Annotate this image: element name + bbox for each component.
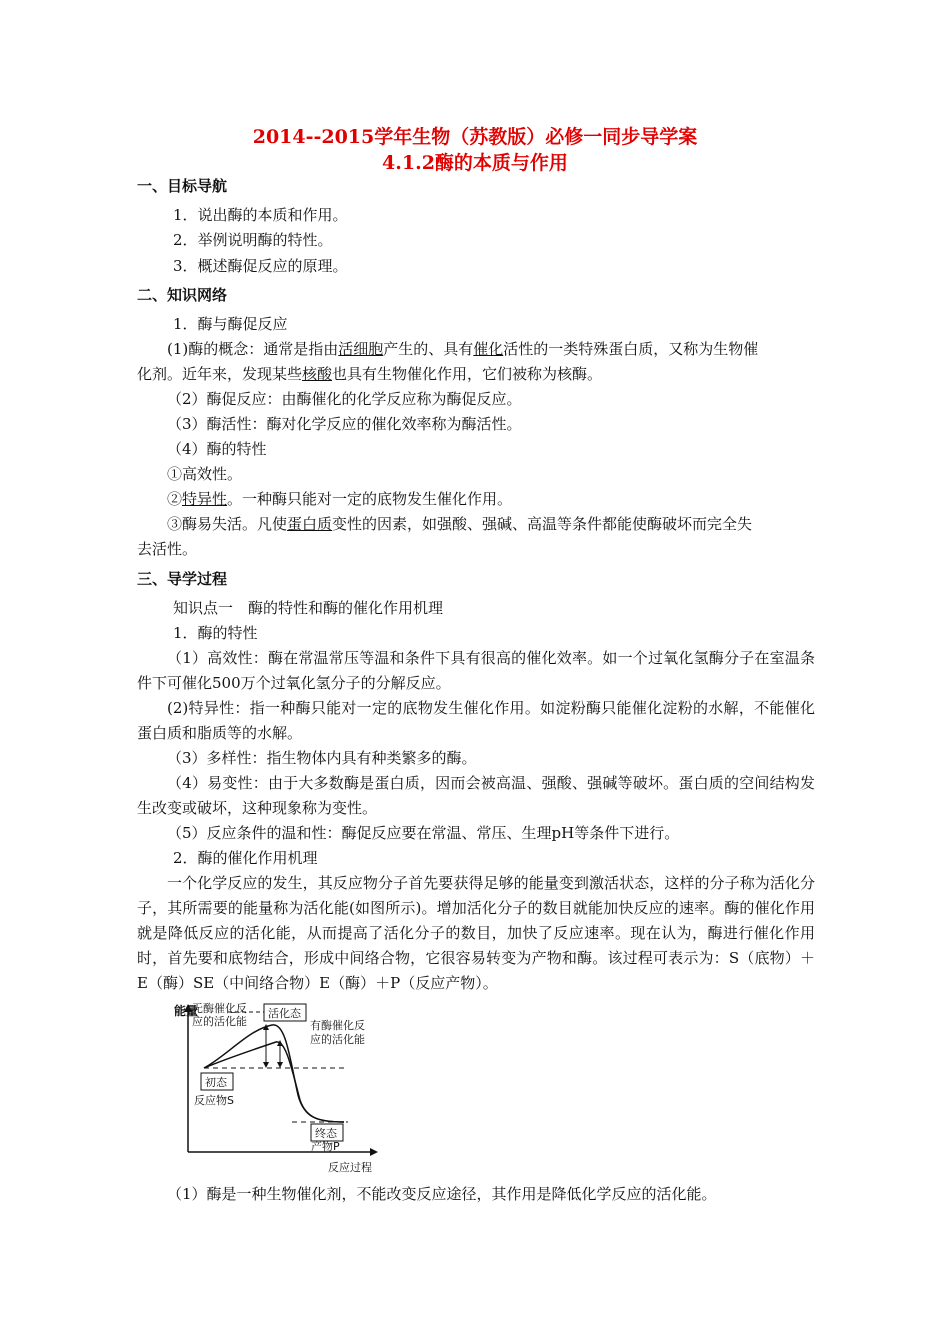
goal-item: 2．举例说明酶的特性。 xyxy=(173,231,333,249)
paragraph: 化剂。近年来，发现某些核酸也具有生物催化作用，它们被称为核酶。 xyxy=(137,365,603,383)
x-axis-arrow-icon xyxy=(370,1148,378,1156)
y-axis-label: 能量 xyxy=(174,1004,199,1018)
paragraph: (2)特异性：指一种酶只能对一定的底物发生催化作用。如淀粉酶只能催化淀粉的水解，不能催化蛋白质和脂质等的水解。 xyxy=(137,699,815,742)
subheading: 1．酶与酶促反应 xyxy=(173,315,288,333)
arrow-down-icon xyxy=(277,1062,283,1068)
paragraph: 去活性。 xyxy=(137,540,198,558)
goal-item: 1．说出酶的本质和作用。 xyxy=(173,206,348,224)
no-enzyme-label-1: 无酶催化反 xyxy=(192,1002,247,1015)
paragraph: 一个化学反应的发生，其反应物分子首先要获得足够的能量变到激活状态，这样的分子称为活化分子，其所需要的能量称为活化能(如图所示)。增加活化分子的数目就能加快反应的速率。酶的催化作用就是降低反应的活化能，从而提高了活化分子的数目，加快了反应速率。现在认为，酶进行催化作用时，首先要和底物结合，形成中间络合物，它很容易转变为产物和酶。该过程可表示为：S（底物）＋E（酶）SE（中间络合物）E（酶）＋P（反应产物）。 xyxy=(137,874,815,992)
document-subtitle: 4.1.2酶的本质与作用 xyxy=(382,152,568,174)
paragraph: （3）多样性：指生物体内具有种类繁多的酶。 xyxy=(167,749,477,767)
active-state-label: 活化态 xyxy=(268,1007,301,1020)
initial-state-label: 初态 xyxy=(205,1076,227,1089)
subheading: 1．酶的特性 xyxy=(173,624,258,642)
document-title: 2014--2015学年生物（苏教版）必修一同步导学案 xyxy=(252,126,698,148)
activation-energy-diagram xyxy=(168,1000,388,1180)
section-heading-process: 三、导学过程 xyxy=(137,570,228,588)
arrow-down-icon xyxy=(263,1062,269,1068)
paragraph: （1）酶是一种生物催化剂，不能改变反应途径，其作用是降低化学反应的活化能。 xyxy=(167,1185,717,1203)
with-enzyme-label-2: 应的活化能 xyxy=(310,1033,365,1046)
final-state-label: 终态 xyxy=(315,1127,337,1140)
paragraph: （2）酶促反应：由酶催化的化学反应称为酶促反应。 xyxy=(167,390,522,408)
paragraph: （5）反应条件的温和性：酶促反应要在常温、常压、生理pH等条件下进行。 xyxy=(167,824,680,842)
paragraph: （4）易变性：由于大多数酶是蛋白质，因而会被高温、强酸、强碱等破坏。蛋白质的空间结构发生改变或破坏，这种现象称为变性。 xyxy=(137,774,815,817)
paragraph: （1）高效性：酶在常温常压等温和条件下具有很高的催化效率。如一个过氧化氢酶分子在室温条件下可催化500万个过氧化氢分子的分解反应。 xyxy=(137,649,815,692)
paragraph: (1)酶的概念：通常是指由活细胞产生的、具有催化活性的一类特殊蛋白质，又称为生物催 xyxy=(167,340,759,358)
paragraph: ③酶易失活。凡使蛋白质变性的因素，如强酸、强碱、高温等条件都能使酶破坏而完全失 xyxy=(167,515,753,533)
product-label: 产物P xyxy=(311,1140,340,1153)
knowledge-point: 知识点一 酶的特性和酶的催化作用机理 xyxy=(173,599,444,617)
subheading: 2．酶的催化作用机理 xyxy=(173,849,318,867)
with-enzyme-label-1: 有酶催化反 xyxy=(310,1019,365,1032)
paragraph: （3）酶活性：酶对化学反应的催化效率称为酶活性。 xyxy=(167,415,522,433)
goal-item: 3．概述酶促反应的原理。 xyxy=(173,257,348,275)
paragraph: （4）酶的特性 xyxy=(167,440,267,458)
x-axis-label: 反应过程 xyxy=(328,1161,372,1174)
reactant-label: 反应物S xyxy=(194,1094,234,1107)
section-heading-knowledge: 二、知识网络 xyxy=(137,286,228,304)
paragraph: ①高效性。 xyxy=(167,465,243,483)
paragraph: ②特异性。一种酶只能对一定的底物发生催化作用。 xyxy=(167,490,513,508)
arrow-up-icon xyxy=(277,1040,283,1046)
no-enzyme-label-2: 应的活化能 xyxy=(192,1015,247,1028)
section-heading-goals: 一、目标导航 xyxy=(137,177,228,195)
